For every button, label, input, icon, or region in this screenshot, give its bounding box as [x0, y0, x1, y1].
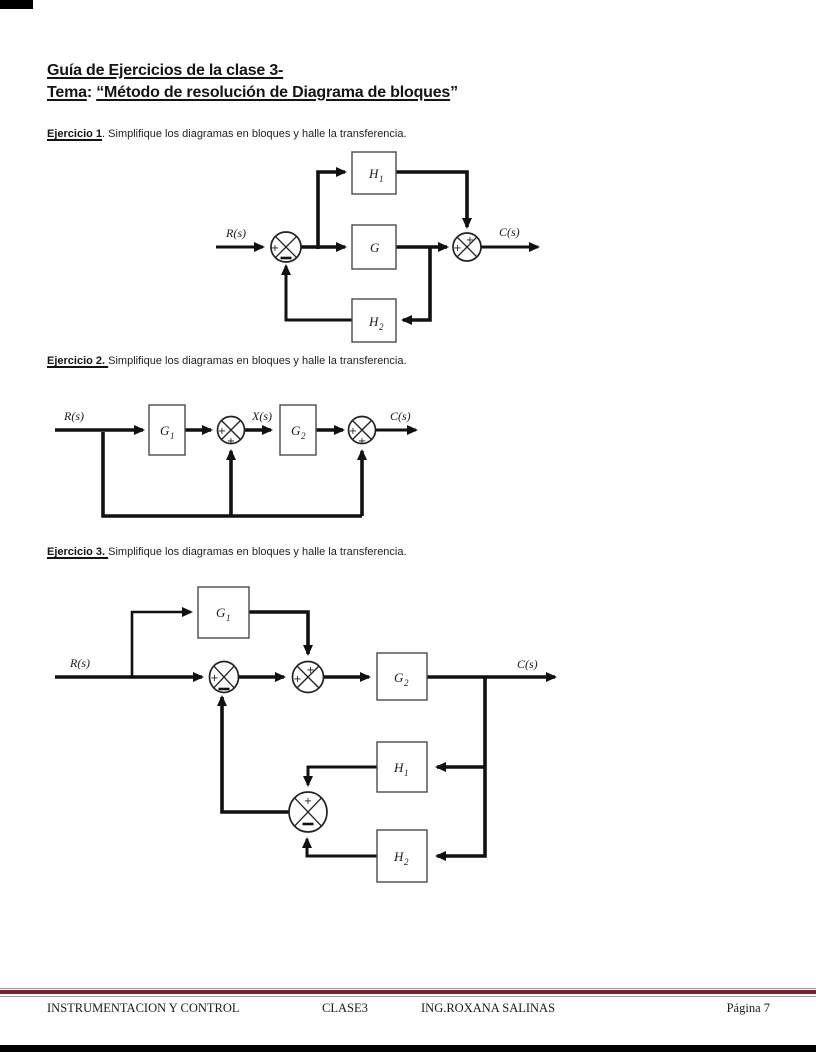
- scan-bottom-bar: [0, 1045, 816, 1052]
- d2-sum1-left-sign: +: [217, 426, 227, 437]
- page-title-line2: [47, 84, 458, 102]
- exercise3-text: Simplifique los diagramas en bloques y halle la transferencia.: [108, 546, 407, 558]
- d1-block-h2-label: H: [369, 314, 379, 329]
- d2-block-g2-sub: 2: [301, 431, 306, 441]
- d3-block-g1-label: G: [216, 605, 226, 620]
- tema-separator: :: [86, 84, 97, 101]
- scan-corner-mark: [0, 0, 33, 9]
- d1-h2-to-sum1-line: [286, 266, 352, 320]
- d2-mid-label: X(s): [252, 409, 272, 423]
- d1-output-label: C(s): [499, 225, 520, 239]
- d3-block-g2-label: G: [394, 670, 404, 685]
- d2-sum2-bottom-sign: +: [357, 436, 367, 447]
- d1-block-g-label: G: [370, 240, 380, 255]
- d3-block-h1-sub: 1: [404, 768, 409, 778]
- d1-sum2-left-sign: +: [453, 243, 462, 254]
- d3-sum1-left-sign: +: [210, 673, 219, 684]
- exercise1-label: Ejercicio 1: [47, 128, 103, 140]
- d3-sum2-top-sign: +: [306, 665, 315, 676]
- d1-block-h1-label: H: [369, 166, 379, 181]
- d2-block-g1-label: G: [160, 423, 170, 438]
- tema-close-quote: ”: [450, 84, 458, 101]
- d3-sum3-top-sign: +: [303, 796, 313, 807]
- d2-sum2-left-sign: +: [348, 426, 358, 437]
- d3-sum3-to-sum1-line: [222, 697, 289, 812]
- d2-block-g1-sub: 1: [170, 431, 175, 441]
- footer-divider-thin-bottom: [0, 996, 816, 997]
- footer-course: INSTRUMENTACION Y CONTROL: [47, 1001, 240, 1015]
- exercise2-label: Ejercicio 2.: [47, 355, 109, 367]
- exercise3-label: Ejercicio 3.: [47, 546, 109, 558]
- d3-h2-to-sum3-line: [307, 839, 377, 856]
- exercise2-heading: [47, 355, 407, 367]
- d3-g1-to-sum2-line: [249, 612, 308, 654]
- d3-block-g2-sub: 2: [404, 678, 409, 688]
- title-text: Guía de Ejercicios de la clase 3-: [47, 62, 284, 79]
- exercise2-text: Simplifique los diagramas en bloques y halle la transferencia.: [108, 355, 407, 367]
- tema-label: Tema: [47, 84, 87, 101]
- d2-block-g2-label: G: [291, 423, 301, 438]
- d1-block-h2-sub: 2: [379, 322, 384, 332]
- tema-quoted: “Método de resolución de Diagrama de bloques: [96, 84, 451, 101]
- d2-sum1-bottom-sign: +: [226, 436, 236, 447]
- d3-h1-to-sum3-line: [308, 767, 377, 785]
- d1-h1-to-sum2-line: [396, 172, 467, 227]
- block-diagram-2: [48, 398, 438, 526]
- d3-input-label: R(s): [70, 656, 90, 670]
- footer-divider-thick: [0, 990, 816, 994]
- footer-author: ING.ROXANA SALINAS: [421, 1001, 556, 1015]
- d1-input-label: R(s): [226, 226, 246, 240]
- d1-branch-to-h1-line: [318, 172, 345, 249]
- d2-input-label: R(s): [64, 409, 84, 423]
- d1-block-h1-sub: 1: [379, 174, 384, 184]
- exercise3-heading: [47, 546, 407, 558]
- d1-sum2-top-sign: +: [465, 235, 475, 246]
- d3-block-h2-label: H: [394, 849, 404, 864]
- d2-output-label: C(s): [390, 409, 411, 423]
- d3-block-h1-label: H: [394, 760, 404, 775]
- d3-output-label: C(s): [517, 657, 538, 671]
- footer-class: CLASE3: [322, 1001, 368, 1015]
- d3-block-g1-sub: 1: [226, 613, 231, 623]
- block-diagram-1: [205, 145, 560, 350]
- d3-branch-to-g1-line: [132, 612, 191, 677]
- footer-page-number: Página 7: [726, 1001, 770, 1015]
- page-title-line1: [47, 62, 283, 80]
- footer-divider-thin-top: [0, 988, 816, 989]
- d3-block-h2-sub: 2: [404, 857, 409, 867]
- d1-branch-to-h2-line: [403, 247, 430, 320]
- d1-sum1-left-sign: +: [270, 243, 280, 254]
- block-diagram-3: [50, 575, 580, 905]
- exercise1-heading: [47, 128, 407, 140]
- exercise1-text: . Simplifique los diagramas en bloques y halle la transferencia.: [102, 128, 407, 140]
- d3-sum2-left-sign: +: [293, 674, 302, 685]
